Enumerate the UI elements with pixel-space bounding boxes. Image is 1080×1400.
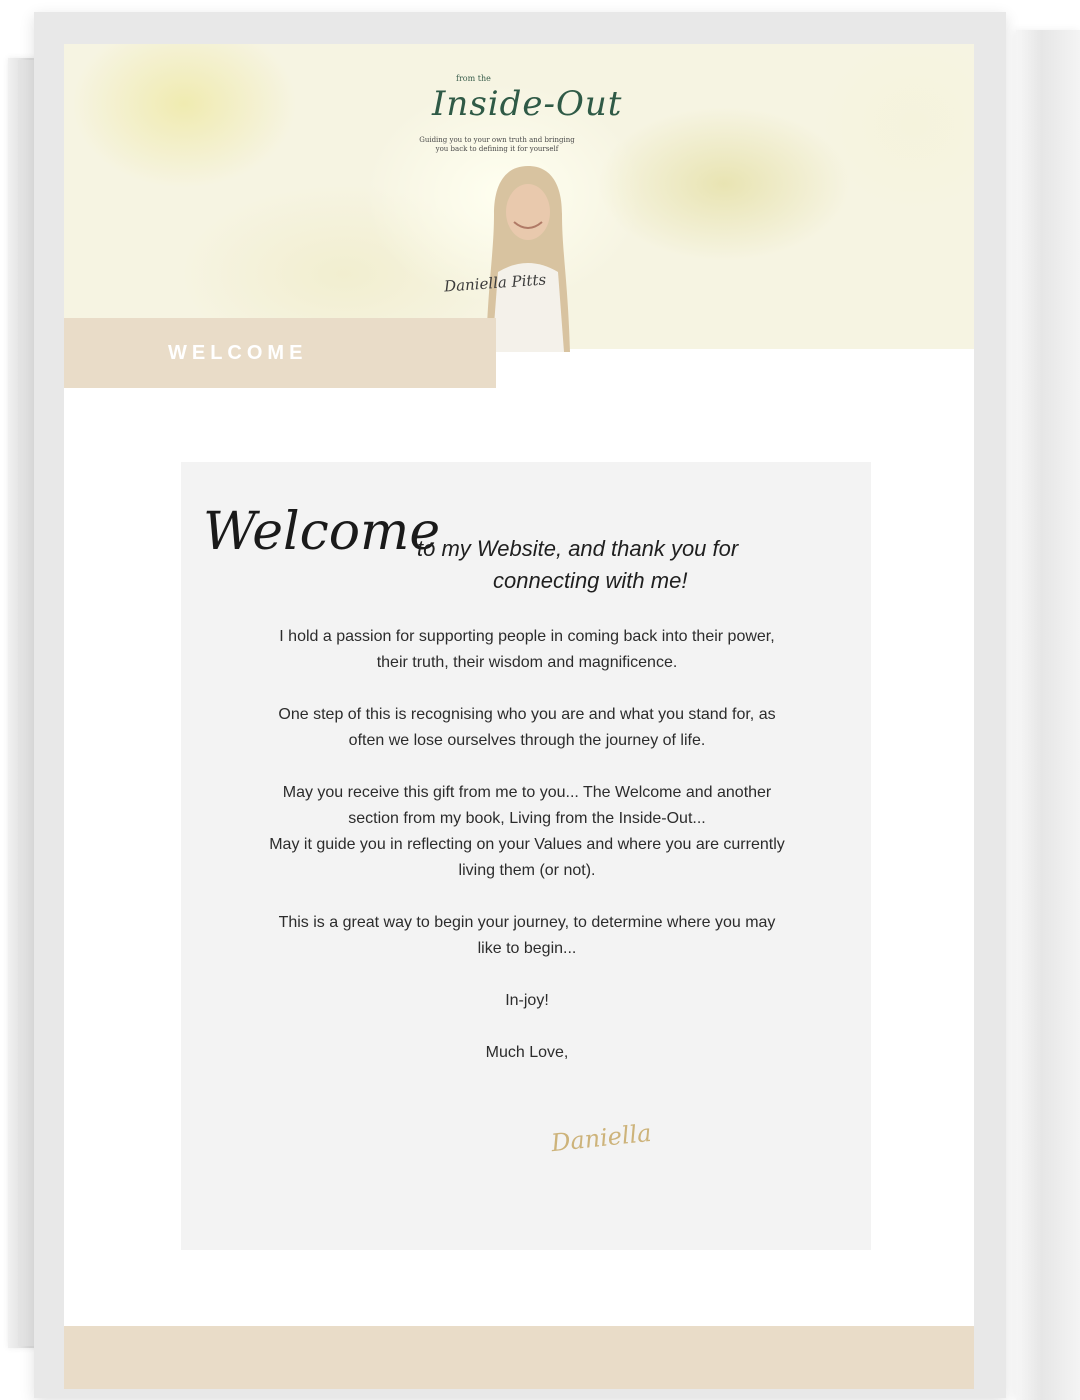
hero-title: Inside-Out [432, 84, 623, 124]
welcome-subtitle-line1: to my Website, and thank you for [417, 536, 739, 561]
footer-band [64, 1326, 974, 1389]
book-spine [18, 60, 34, 1346]
welcome-banner [64, 318, 496, 388]
paragraph-journey: This is a great way to begin your journey, to determine where you may like to begin... [278, 914, 776, 957]
paragraph-values: May it guide you in reflecting on your Values and where you are currently living them (or not). [269, 836, 785, 879]
hero-tagline: Guiding you to your own truth and bringing you back to defining it for yourself [419, 136, 575, 153]
signature: Daniella [549, 1118, 653, 1158]
hero-banner [64, 44, 974, 349]
paragraph-gift: May you receive this gift from me to you... The Welcome and another section from my book, Living from the Inside-Out... [282, 784, 772, 827]
paragraph-injoy: In-joy! [505, 992, 549, 1009]
welcome-card [181, 462, 871, 1250]
hero-title-from: from the [456, 74, 491, 83]
paragraph-much-love: Much Love, [485, 1044, 569, 1061]
paragraph-passion: I hold a passion for supporting people in coming back into their power, their truth, their wisdom and magnificence. [279, 628, 775, 671]
welcome-body [265, 624, 789, 1092]
book-page-edge [1016, 30, 1080, 1400]
page [64, 44, 974, 1389]
paragraph-recognising: One step of this is recognising who you are and what you stand for, as often we lose ourselves through the journey of life. [278, 706, 776, 749]
hero-signature: Daniella Pitts [443, 270, 547, 296]
welcome-subtitle-line2: connecting with me! [493, 568, 688, 593]
portrait-image [484, 162, 572, 354]
welcome-banner-label: WELCOME [168, 341, 308, 364]
welcome-heading: Welcome [203, 502, 441, 562]
